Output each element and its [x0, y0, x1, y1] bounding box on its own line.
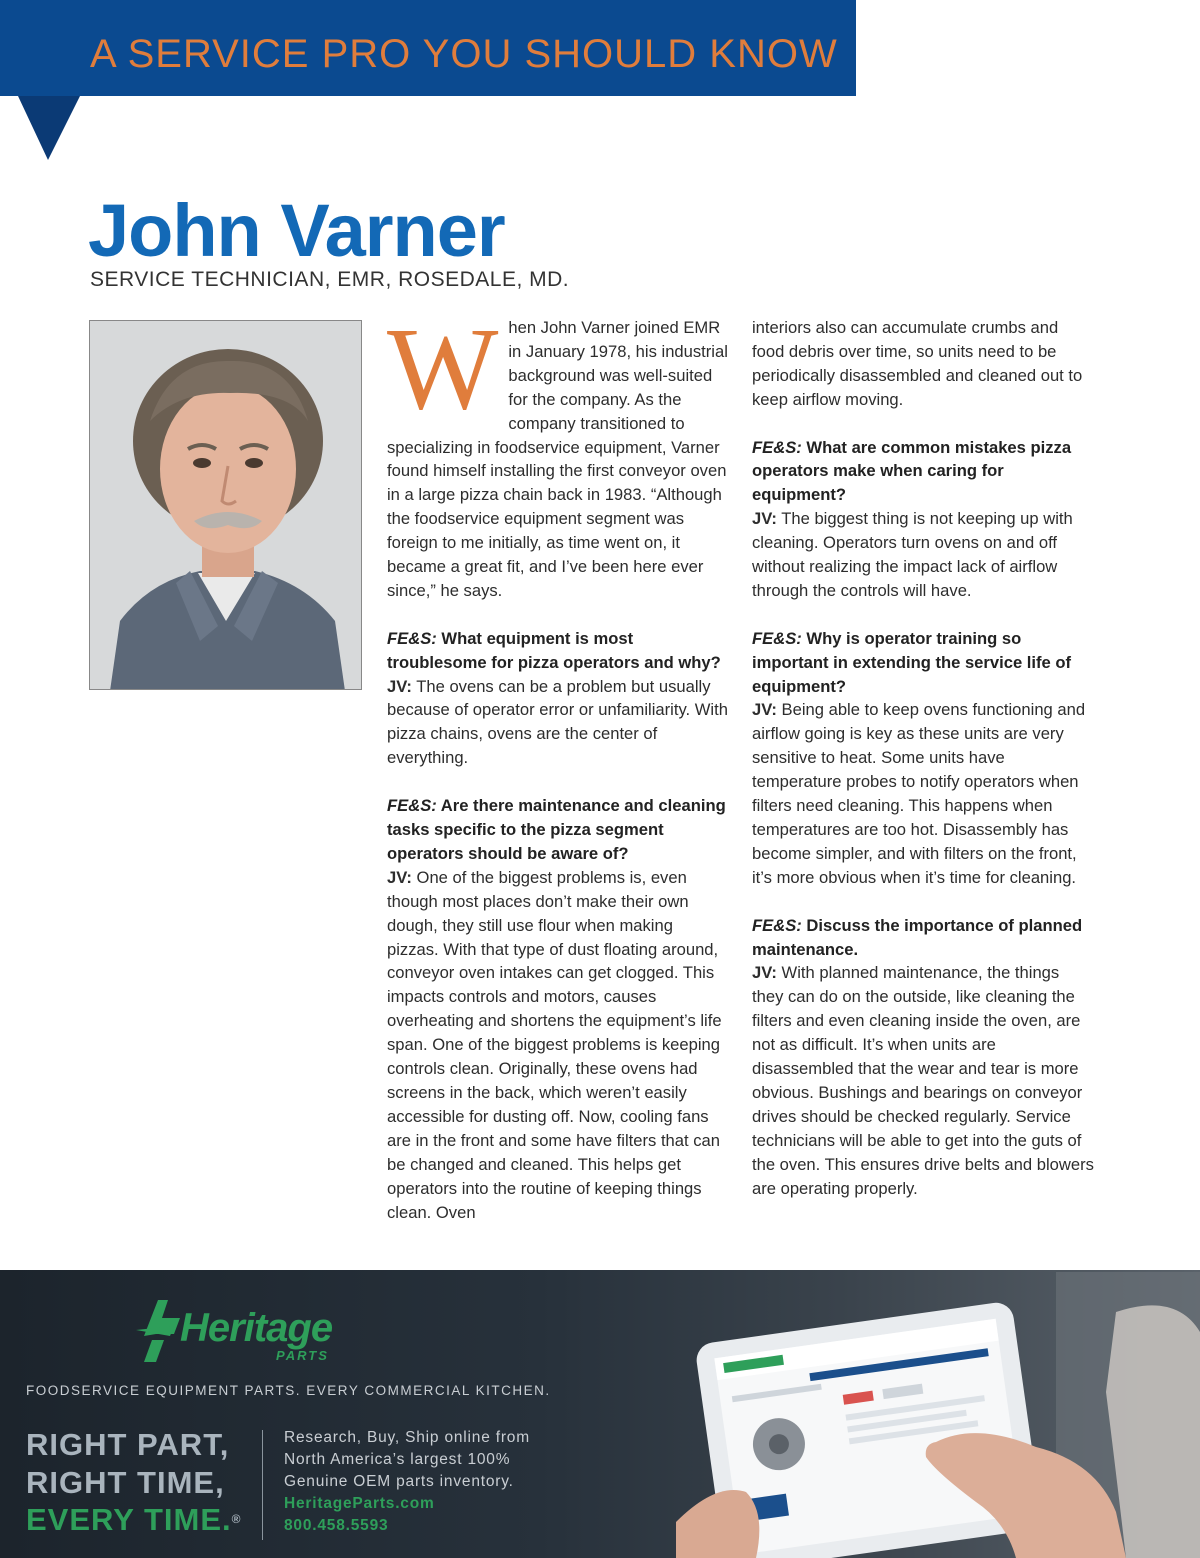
answer-text: The ovens can be a problem but usually because of operator error or unfamiliarity. With pizza chains, ovens are the center of everything. [387, 676, 728, 768]
logo-subtext: PARTS [276, 1348, 329, 1363]
question-text: What are common mistakes pizza operators make when caring for equipment? [752, 437, 1072, 505]
question-text: Are there maintenance and cleaning tasks specific to the pizza segment operators should be aware of? [387, 796, 726, 863]
person-title: SERVICE TECHNICIAN, EMR, ROSEDALE, MD. [90, 268, 570, 291]
qa-item [752, 436, 1094, 603]
slogan-line-3 [26, 1501, 242, 1539]
fes-label: FE&S: [387, 796, 437, 816]
ad-copy [284, 1427, 530, 1537]
qa-item [387, 794, 729, 1224]
fes-label: FE&S: [387, 628, 437, 648]
qa-item [752, 914, 1094, 1201]
ad-copy-line: Research, Buy, Ship online from [284, 1429, 530, 1446]
slogan-line-3-text: EVERY TIME. [26, 1502, 232, 1537]
slogan-line-2: RIGHT TIME, [26, 1464, 225, 1500]
intro-text: hen John Varner joined EMR in January 1978, his industrial background was well-suited for the company. As the company transitioned to specializing in foodservice equipment, Varner found himself installing the first conveyor oven in a large pizza chain back in 1983. “Although the foodservice equipment segment was foreign to me initially, as time went on, it became a great fit, and I’ve been here ever since,” he says. [387, 318, 728, 600]
ad-copy-line: North America’s largest 100% [284, 1451, 511, 1468]
jv-label: JV: [752, 509, 777, 529]
fes-label: FE&S: [752, 915, 802, 935]
question [387, 629, 721, 672]
ad-copy-line: Genuine OEM parts inventory. [284, 1473, 514, 1490]
article-column-1 [387, 303, 729, 1248]
slogan-line-1: RIGHT PART, [26, 1427, 230, 1462]
banner-title: A SERVICE PRO YOU SHOULD KNOW [90, 32, 838, 76]
ad-divider [262, 1430, 263, 1540]
website-link[interactable]: HeritageParts.com [284, 1495, 435, 1512]
phone-number[interactable]: 800.458.5593 [284, 1517, 389, 1534]
answer-text: With planned maintenance, the things they can do on the outside, like cleaning the filters and even cleaning inside the oven, are not as difficult. It’s when units are disassembled that the wear and tear is more obvious. Bushings and bearings on conveyor drives should be checked regularly. Service technicians will be able to get into the guts of the oven. This ensures drive belts and blowers are operating properly. [752, 963, 1094, 1198]
jv-label: JV: [752, 700, 777, 720]
answer-text: Being able to keep ovens functioning and airflow going is key as these units are very sensitive to heat. Some units have temperature probes to notify operators when filters need cleaning. This happens when temperatures are too hot. Disassembly has become simpler, and with filters on the front, it’s more obvious when it’s time for cleaning. [752, 700, 1086, 887]
logo-text: Heritage [180, 1306, 333, 1350]
portrait-photo [89, 320, 362, 690]
person-name: John Varner [88, 189, 505, 272]
banner-tab-icon [18, 96, 80, 160]
registered-mark: ® [231, 1512, 242, 1526]
qa-item [752, 627, 1094, 890]
ad-tagline: FOODSERVICE EQUIPMENT PARTS. EVERY COMMERCIAL KITCHEN. [26, 1383, 551, 1398]
fes-label: FE&S: [752, 628, 802, 648]
section-banner [0, 0, 856, 96]
question-text: Why is operator training so important in extending the service life of equipment? [752, 628, 1072, 696]
question [752, 438, 1071, 505]
intro-paragraph [387, 303, 729, 603]
answer-text: The biggest thing is not keeping up with cleaning. Operators turn ovens on and off without realizing the impact lack of airflow through the controls will have. [752, 509, 1073, 600]
question [752, 916, 1082, 959]
drop-cap: W [387, 303, 499, 434]
jv-label: JV: [387, 676, 412, 696]
question-text: What equipment is most troublesome for pizza operators and why? [387, 628, 721, 672]
jv-label: JV: [387, 867, 412, 887]
article-column-2 [752, 316, 1094, 1224]
question [387, 796, 726, 863]
qa-item [387, 627, 729, 770]
jv-label: JV: [752, 963, 777, 983]
continuation-paragraph: interiors also can accumulate crumbs and food debris over time, so units need to be periodically disassembled and cleaned out to keep airflow moving. [752, 318, 1083, 409]
tablet-image [676, 1272, 1200, 1558]
question-text: Discuss the importance of planned maintenance. [752, 915, 1083, 959]
heritage-parts-ad [0, 1270, 1200, 1558]
answer-text: One of the biggest problems is, even though most places don’t make their own dough, they still use flour when making pizzas. With that type of dust floating around, conveyor oven intakes can get clogged. This impacts controls and motors, causes overheating and shortens the equipment’s life span. One of the biggest problems is keeping controls clean. Originally, these ovens had screens in the back, which weren’t easily accessible for dusting off. Now, cooling fans are in the front and some have filters that can be changed and cleaned. This helps get operators into the routine of keeping things clean. Oven [387, 867, 722, 1222]
ad-slogan [26, 1426, 242, 1539]
fes-label: FE&S: [752, 437, 802, 457]
question [752, 629, 1071, 696]
